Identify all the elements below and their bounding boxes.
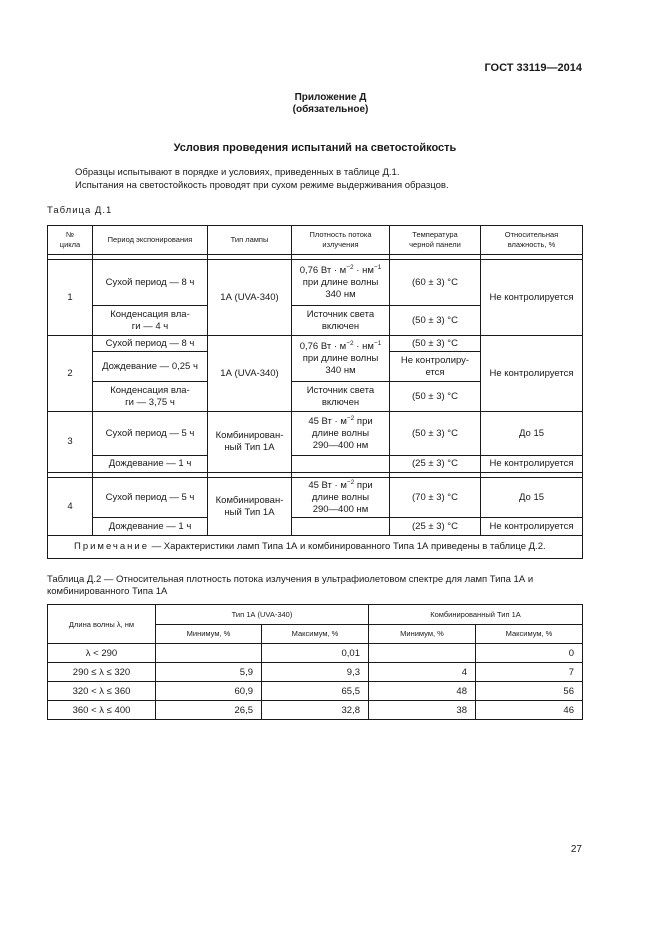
value-cell: 32,8 <box>262 701 369 720</box>
table-row <box>48 412 583 456</box>
value-cell <box>156 644 262 663</box>
col-min-header: Минимум, % <box>156 624 262 644</box>
humidity-cell: Не контролируется <box>481 518 583 536</box>
flux-cell: 45 Вт · $м^{-2}$ при длине волны 290—400 нм <box>292 412 390 456</box>
intro-paragraph-2: Испытания на светостойкость проводят при сухом режиме выдерживания образцов. <box>75 180 449 191</box>
col-wavelength-header: Длина волны λ, нм <box>48 605 156 644</box>
temperature-cell: (25 ± 3) °С <box>390 518 481 536</box>
temperature-cell: (25 ± 3) °С <box>390 456 481 473</box>
table-note-row <box>48 536 583 559</box>
table-row <box>48 644 583 663</box>
col-type1a-header: Тип 1А (UVA-340) <box>156 605 369 625</box>
humidity-cell: Не контролируется <box>481 260 583 336</box>
humidity-cell: Не контролируется <box>481 456 583 473</box>
period-cell: Дождевание — 0,25 ч <box>93 352 208 382</box>
lamp-cell: Комбинирован- ный Тип 1А <box>208 478 292 536</box>
intro-paragraph-1: Образцы испытывают в порядке и условиях, приведенных в таблице Д.1. <box>75 167 400 178</box>
temperature-cell: (70 ± 3) °С <box>390 478 481 518</box>
table-row <box>48 663 583 682</box>
appendix-title: Приложение Д <box>294 92 367 103</box>
period-cell: Сухой период — 8 ч <box>93 260 208 306</box>
value-cell <box>369 644 476 663</box>
page-number: 27 <box>570 844 582 855</box>
col-temp-header: Температура черной панели <box>390 226 481 255</box>
document-code: ГОСТ 33119—2014 <box>484 62 582 74</box>
note-label: Примечание <box>74 541 149 552</box>
col-max-header: Максимум, % <box>476 624 583 644</box>
period-cell: Дождевание — 1 ч <box>93 456 208 473</box>
value-cell: 9,3 <box>262 663 369 682</box>
value-cell: 0 <box>476 644 583 663</box>
table-2-caption: Таблица Д.2 — Относительная плотность потока излучения в ультрафиолетовом спектре для ламп Типа 1А и комбинированного Типа 1А <box>47 574 534 597</box>
wavelength-cell: λ < 290 <box>48 644 156 663</box>
temperature-cell: (50 ± 3) °С <box>390 412 481 456</box>
lamp-cell: Комбинирован- ный Тип 1А <box>208 412 292 473</box>
section-title: Условия проведения испытаний на светостойкость <box>173 142 457 154</box>
flux-cell: 0,76 Вт · $м^{-2} \cdot нм^{-1}$ при длине волны 340 нм <box>292 260 390 306</box>
col-humidity-header: Относительная влажность, % <box>481 226 583 255</box>
cycle-number: 3 <box>48 412 93 473</box>
temperature-cell: Не контролиру- ется <box>390 352 481 382</box>
table-row <box>48 701 583 720</box>
value-cell: 5,9 <box>156 663 262 682</box>
lamp-cell: 1А (UVA-340) <box>208 336 292 412</box>
period-cell: Сухой период — 5 ч <box>93 478 208 518</box>
flux-cell: Источник света включен <box>292 382 390 412</box>
col-combined-header: Комбинированный Тип 1А <box>369 605 583 625</box>
wavelength-cell: 290 ≤ λ ≤ 320 <box>48 663 156 682</box>
wavelength-cell: 360 < λ ≤ 400 <box>48 701 156 720</box>
table-row <box>48 518 583 536</box>
table-2-header-row <box>48 605 583 625</box>
temperature-cell: (50 ± 3) °С <box>390 306 481 336</box>
value-cell: 38 <box>369 701 476 720</box>
flux-cell-empty <box>292 456 390 473</box>
temperature-cell: (50 ± 3) °С <box>390 382 481 412</box>
table-1-header-row <box>48 226 583 255</box>
table-row <box>48 456 583 473</box>
flux-cell: 45 Вт · $м^{-2}$ при длине волны 290—400 нм <box>292 478 390 518</box>
value-cell: 60,9 <box>156 682 262 701</box>
table-row <box>48 336 583 352</box>
period-cell: Конденсация вла- ги — 4 ч <box>93 306 208 336</box>
note-text: — Характеристики ламп Типа 1А и комбинированного Типа 1А приведены в таблице Д.2. <box>149 541 546 552</box>
col-period-header: Период экспонирования <box>93 226 208 255</box>
table-1 <box>47 225 583 559</box>
humidity-cell: До 15 <box>481 412 583 456</box>
table-row <box>48 682 583 701</box>
value-cell: 48 <box>369 682 476 701</box>
value-cell: 65,5 <box>262 682 369 701</box>
cycle-number: 1 <box>48 260 93 336</box>
table-note <box>48 536 583 559</box>
flux-cell: Источник света включен <box>292 306 390 336</box>
temperature-cell: (50 ± 3) °С <box>390 336 481 352</box>
flux-cell: 0,76 Вт · $м^{-2} \cdot нм^{-1}$ при длине волны 340 нм <box>292 336 390 382</box>
period-cell: Сухой период — 5 ч <box>93 412 208 456</box>
wavelength-cell: 320 < λ ≤ 360 <box>48 682 156 701</box>
table-row <box>48 478 583 518</box>
period-cell: Сухой период — 8 ч <box>93 336 208 352</box>
value-cell: 0,01 <box>262 644 369 663</box>
value-cell: 26,5 <box>156 701 262 720</box>
flux-cell-empty <box>292 518 390 536</box>
value-cell: 46 <box>476 701 583 720</box>
col-max-header: Максимум, % <box>262 624 369 644</box>
lamp-cell: 1А (UVA-340) <box>208 260 292 336</box>
table-row <box>48 260 583 306</box>
humidity-cell: До 15 <box>481 478 583 518</box>
cycle-number: 4 <box>48 478 93 536</box>
table-1-caption: Таблица Д.1 <box>47 205 113 216</box>
temperature-cell: (60 ± 3) °С <box>390 260 481 306</box>
appendix-status: (обязательное) <box>292 104 369 115</box>
value-cell: 56 <box>476 682 583 701</box>
cycle-number: 2 <box>48 336 93 412</box>
col-min-header: Минимум, % <box>369 624 476 644</box>
value-cell: 7 <box>476 663 583 682</box>
value-cell: 4 <box>369 663 476 682</box>
humidity-cell: Не контролируется <box>481 336 583 412</box>
col-cycle-header: № цикла <box>48 226 93 255</box>
period-cell: Дождевание — 1 ч <box>93 518 208 536</box>
period-cell: Конденсация вла- ги — 3,75 ч <box>93 382 208 412</box>
col-flux-header: Плотность потока излучения <box>292 226 390 255</box>
col-lamp-header: Тип лампы <box>208 226 292 255</box>
table-2 <box>47 604 583 720</box>
